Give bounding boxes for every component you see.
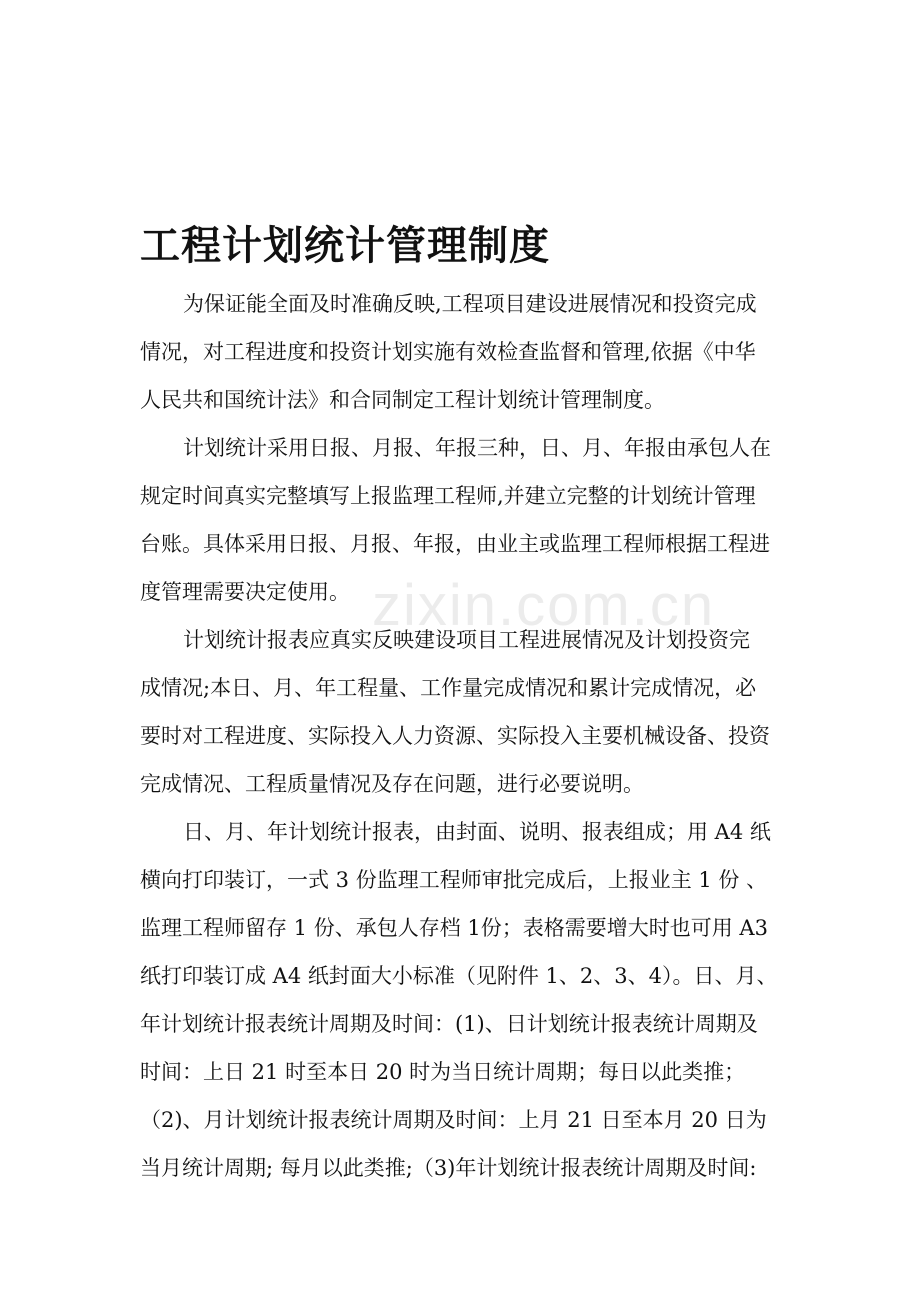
paragraph-4 <box>140 808 788 1192</box>
text-line: 监理工程师留存 1 份、承包人存档 1份；表格需要增大时也可用 A3 <box>140 916 768 940</box>
text-line: 成情况;本日、月、年工程量、工作量完成情况和累计完成情况，必 <box>140 676 757 700</box>
watermark: zixin.com.cn <box>372 573 716 638</box>
text-line: 完成情况、工程质量情况及存在问题，进行必要说明。 <box>140 772 644 796</box>
text-line: 纸打印装订成 A4 纸封面大小标准（见附件 1、2、3、4）。日、月、 <box>140 964 778 988</box>
text-line: 情况，对工程进度和投资计划实施有效检查监督和管理,依据《中华 <box>140 340 756 364</box>
paragraph-2 <box>140 424 788 616</box>
text-line: 当月统计周期; 每月以此类推;（3)年计划统计报表统计周期及时间: <box>140 1156 757 1180</box>
document-title: 工程计划统计管理制度 <box>140 223 550 269</box>
text-line: 人民共和国统计法》和合同制定工程计划统计管理制度。 <box>140 388 665 412</box>
text-line: 度管理需要决定使用。 <box>140 580 350 604</box>
text-line: 时间：上日 21 时至本日 20 时为当日统计周期；每日以此类推； <box>140 1060 746 1084</box>
text-line: 横向打印装订，一式 3 份监理工程师审批完成后，上报业主 1 份 、 <box>140 868 768 892</box>
text-line: （2)、月计划统计报表统计周期及时间：上月 21 日至本月 20 日为 <box>140 1108 767 1132</box>
text-line: 要时对工程进度、实际投入人力资源、实际投入主要机械设备、投资 <box>140 724 770 748</box>
text-line: 计划统计采用日报、月报、年报三种，日、月、年报由承包人在 <box>183 436 771 460</box>
text-line: 年计划统计报表统计周期及时间：(1)、日计划统计报表统计周期及 <box>140 1012 758 1036</box>
paragraph-1 <box>140 280 788 424</box>
text-line: 规定时间真实完整填写上报监理工程师,并建立完整的计划统计管理 <box>140 484 756 508</box>
text-line: 日、月、年计划统计报表，由封面、说明、报表组成；用 A4 纸 <box>183 820 771 844</box>
document-body <box>140 280 788 1192</box>
text-line: 台账。具体采用日报、月报、年报，由业主或监理工程师根据工程进 <box>140 532 770 556</box>
text-line: 计划统计报表应真实反映建设项目工程进展情况及计划投资完 <box>183 628 750 652</box>
paragraph-3 <box>140 616 788 808</box>
text-line: 为保证能全面及时准确反映,工程项目建设进展情况和投资完成 <box>183 292 757 316</box>
